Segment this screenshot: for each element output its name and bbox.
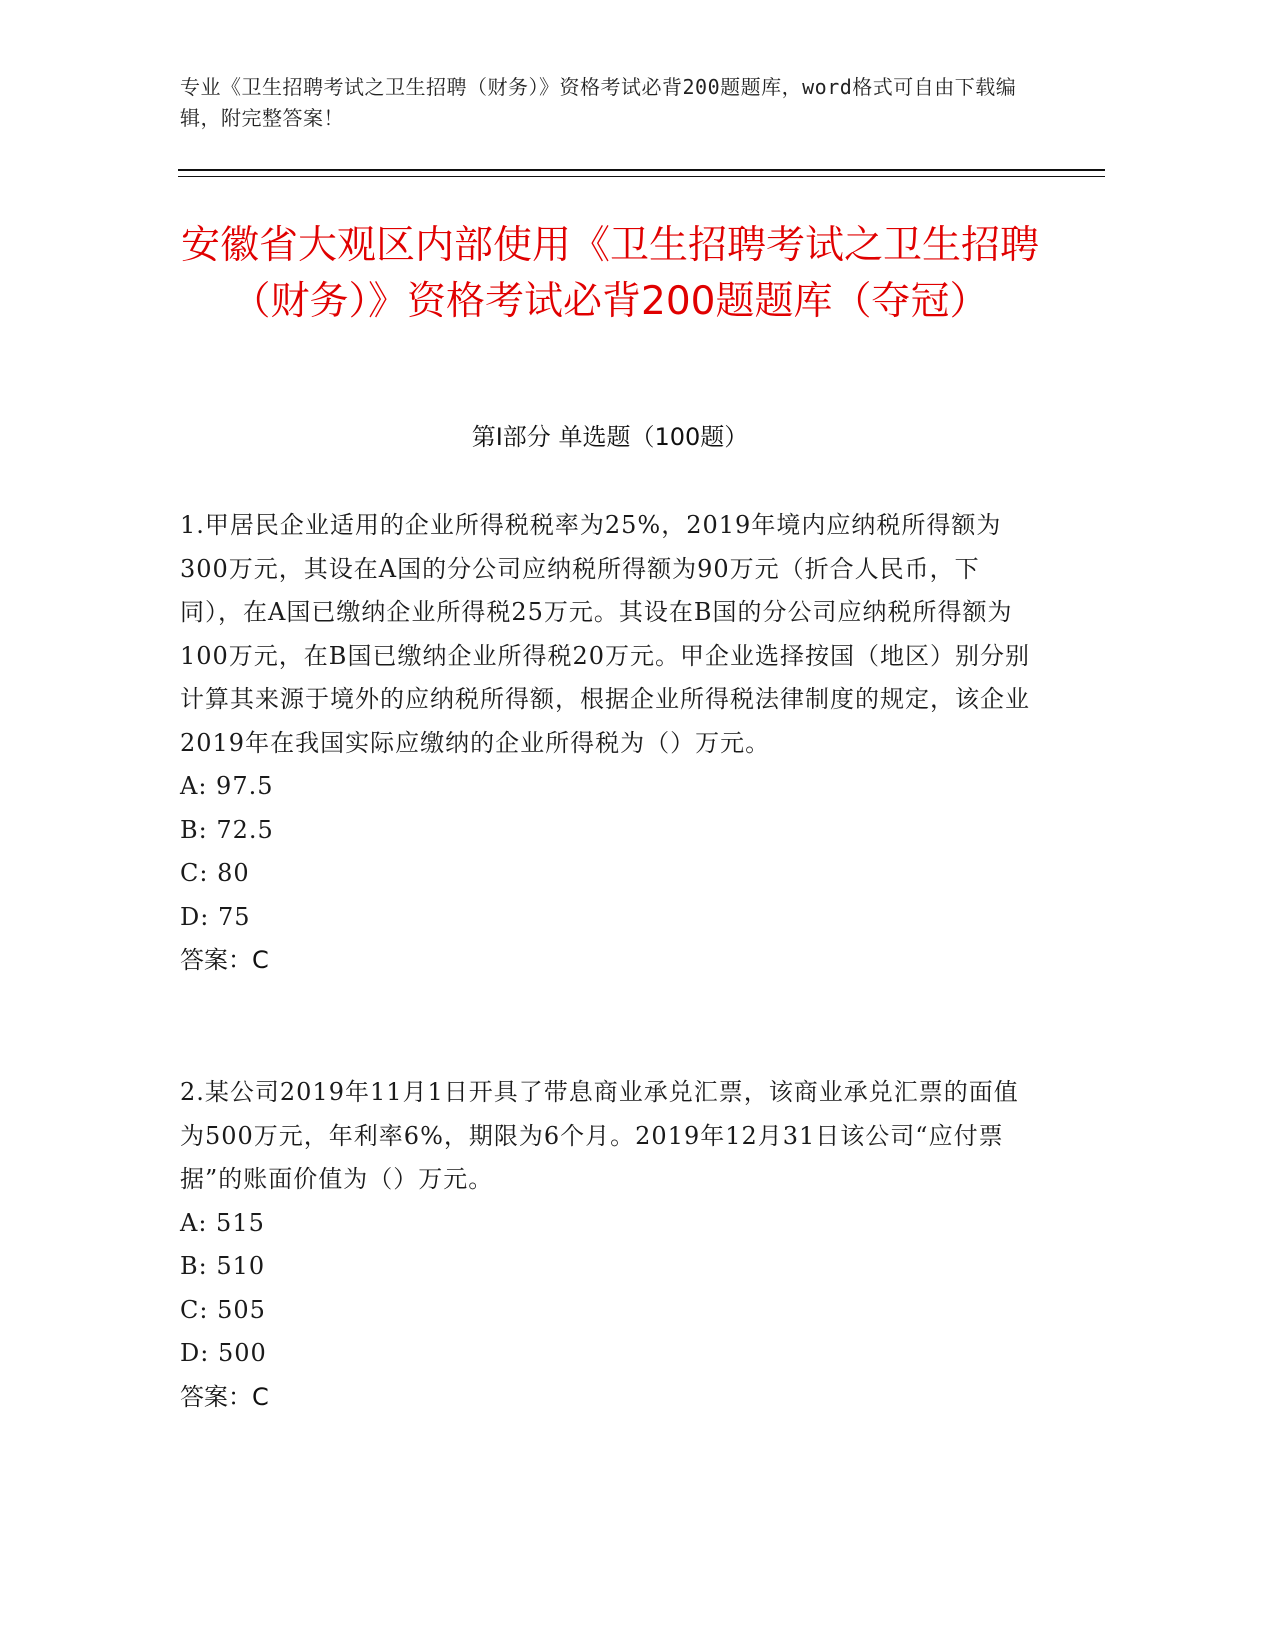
question-text: 2.某公司2019年11月1日开具了带息商业承兑汇票，该商业承兑汇票的面值为500万元，年利率6%，期限为6个月。2019年12月31日该公司“应付票据”的账面价值为（）万元。 <box>180 1078 1019 1193</box>
answer: 答案：C <box>180 946 269 974</box>
question-2 <box>180 1071 1030 1419</box>
header-note: 专业《卫生招聘考试之卫生招聘（财务）》资格考试必背200题题库，word格式可自由下载编辑，附完整答案！ <box>180 75 1017 130</box>
option-c: C: 80 <box>180 859 250 887</box>
question-text: 1.甲居民企业适用的企业所得税税率为25%，2019年境内应纳税所得额为300万元，其设在A国的分公司应纳税所得额为90万元（折合人民币，下同），在A国已缴纳企业所得税25万元。其设在B国的分公司应纳税所得额为100万元，在B国已缴纳企业所得税20万元。甲企业选择按国（地区）别分别计算其来源于境外的应纳税所得额，根据企业所得税法律制度的规定，该企业2019年在我国实际应缴纳的企业所得税为（）万元。 <box>180 511 1030 757</box>
answer: 答案：C <box>180 1382 269 1411</box>
option-d: D: 75 <box>180 902 251 931</box>
question-1 <box>180 504 1030 983</box>
option-a: A: 515 <box>180 1208 265 1237</box>
document-title: 安徽省大观区内部使用《卫生招聘考试之卫生招聘（财务）》资格考试必背200题题库（夺冠） <box>180 223 1039 324</box>
option-b: B: 72.5 <box>180 815 274 844</box>
header-rule-thick <box>178 169 1105 171</box>
option-c: C: 505 <box>180 1295 266 1324</box>
option-d: D: 500 <box>180 1339 267 1367</box>
option-a: A: 97.5 <box>180 772 274 800</box>
option-b: B: 510 <box>180 1252 266 1280</box>
section-title: 第Ⅰ部分 单选题（100题） <box>471 423 749 451</box>
header-rule-thin <box>178 176 1105 177</box>
